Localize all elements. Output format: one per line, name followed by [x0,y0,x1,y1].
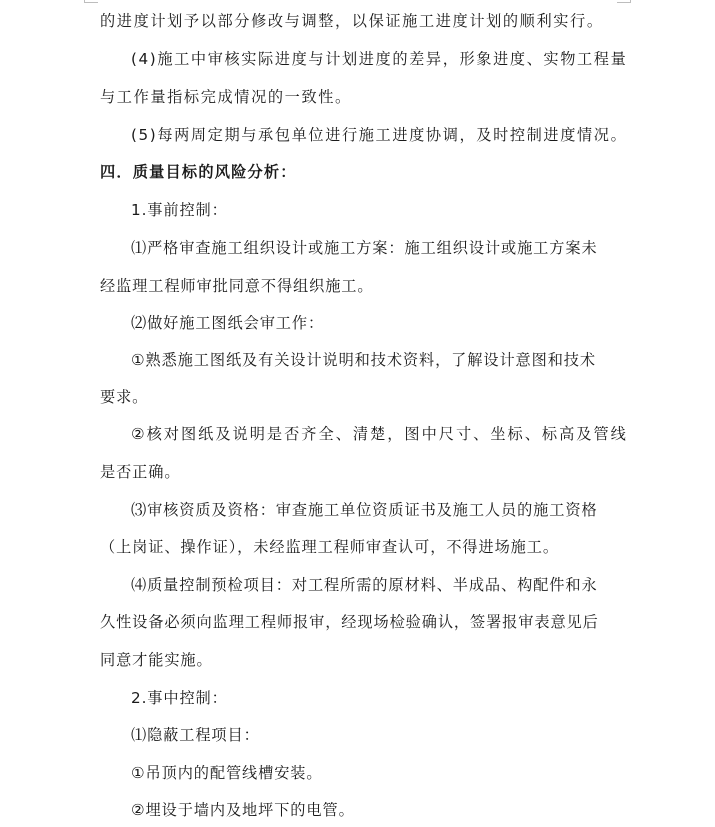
paragraph-line: 要求。 [100,388,149,406]
paragraph-line: ⑵做好施工图纸会审工作： [131,314,325,332]
subsection-heading: 1.事前控制： [131,201,228,219]
paragraph-line: 经监理工程师审批同意不得组织施工。 [100,277,374,295]
paragraph-line: ⑶审核资质及资格：审查施工单位资质证书及施工人员的施工资格 [131,501,598,519]
paragraph-line: (4)施工中审核实际进度与计划进度的差异，形象进度、实物工程量 [131,50,628,68]
paragraph-line: 是否正确。 [100,463,181,481]
paragraph-line: ⑷质量控制预检项目：对工程所需的原材料、半成品、构配件和永 [131,576,598,594]
paragraph-line: ⑴隐蔽工程项目： [131,726,260,744]
paragraph-line: 的进度计划予以部分修改与调整，以保证施工进度计划的顺利实行。 [100,12,604,30]
paragraph-line: 久性设备必须向监理工程师报审，经现场检验确认，签署报审表意见后 [100,613,599,631]
paragraph-line: （上岗证、操作证），未经监理工程师审查认可，不得进场施工。 [100,538,559,556]
paragraph-line: ②核对图纸及说明是否齐全、清楚，图中尺寸、坐标、标高及管线 [131,425,628,443]
subsection-heading: 2.事中控制： [131,689,228,707]
paragraph-line: ①熟悉施工图纸及有关设计说明和技术资料，了解设计意图和技术 [131,351,596,369]
section-heading: 四．质量目标的风险分析： [100,163,297,181]
crop-mark-top-right [617,2,631,3]
paragraph-line: (5)每两周定期与承包单位进行施工进度协调，及时控制进度情况。 [131,126,628,144]
paragraph-line: 与工作量指标完成情况的一致性。 [100,88,352,106]
paragraph-line: ⑴严格审查施工组织设计或施工方案：施工组织设计或施工方案未 [131,239,598,257]
crop-mark-top-left [84,2,98,3]
paragraph-line: 同意才能实施。 [100,651,213,669]
crop-mark-top-right-vertical [630,0,631,3]
paragraph-line: ②埋设于墙内及地坪下的电管。 [131,801,355,819]
crop-mark-top-left-vertical [84,0,85,3]
paragraph-line: ①吊顶内的配管线槽安装。 [131,764,323,782]
